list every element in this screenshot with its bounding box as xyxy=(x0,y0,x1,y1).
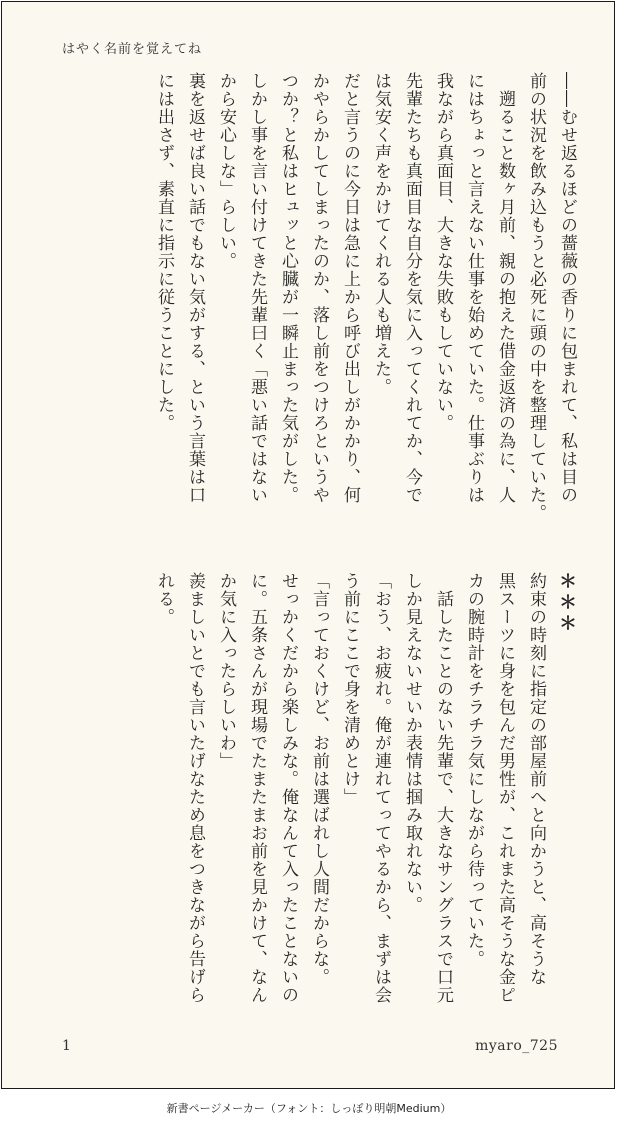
text-line: 先輩たちも真面目な自分を気に入ってくれてか、今で xyxy=(402,72,422,504)
footer-credit: 新書ページメーカー（フォント：しっぽり明朝Medium） xyxy=(166,1102,452,1115)
text-line: れる。 xyxy=(154,572,174,626)
text-line: は気安く声をかけてくれる人も増えた。 xyxy=(371,72,391,396)
chapter-title: はやく名前を覚えてね xyxy=(62,42,203,57)
text-line: せっかくだから楽しみな。俺なんて入ったことないの xyxy=(278,572,298,1004)
text-line: しかし事を言い付けてきた先輩曰く「悪い話ではない xyxy=(247,72,267,504)
text-line: 黒スーツに身を包んだ男性が、これまた高そうな金ピ xyxy=(495,572,515,1004)
text-line: 前の状況を飲み込もうと必死に頭の中を整理していた。 xyxy=(526,72,546,522)
text-block-bottom xyxy=(42,572,582,1042)
text-line: か気に入ったらしいわ」 xyxy=(216,572,236,770)
text-line: だと言うのに今日は急に上から呼び出しがかかり、何 xyxy=(340,72,360,504)
section-break-stars: ＊＊＊ xyxy=(556,572,577,635)
text-line: 「言っておくけど、お前は選ばれし人間だからな。 xyxy=(309,572,329,986)
text-line: 遡ること数ヶ月前、親の抱えた借金返済の為に、人 xyxy=(495,72,515,504)
text-block-top xyxy=(42,72,582,542)
text-line: 我ながら真面目、大きな失敗もしていない。 xyxy=(433,72,453,432)
text-line: から安心しな」らしい。 xyxy=(216,72,236,270)
text-line: にはちょっと言えない仕事を始めていた。仕事ぶりは xyxy=(464,72,484,504)
text-line: かやらかしてしまったのか、落し前をつけろというや xyxy=(309,72,329,504)
text-line: 約束の時刻に指定の部屋前へと向かうと、高そうな xyxy=(526,572,546,986)
text-line: ――むせ返るほどの薔薇の香りに包まれて、私は目の xyxy=(557,72,577,504)
text-line: カの腕時計をチラチラ気にしながら待っていた。 xyxy=(464,572,484,968)
text-line: 「おう、お疲れ。俺が連れてってやるから、まずは会 xyxy=(371,572,391,1004)
text-line: 話したことのない先輩で、大きなサングラスで口元 xyxy=(433,572,453,1004)
author-name: myaro_725 xyxy=(475,1038,558,1054)
text-line: に。五条さんが現場でたまたまお前を見かけて、なん xyxy=(247,572,267,1004)
text-line: 裏を返せば良い話でもない気がする、という言葉は口 xyxy=(185,72,205,504)
text-line: しか見えないせいか表情は掴み取れない。 xyxy=(402,572,422,914)
text-line: には出さず、素直に指示に従うことにした。 xyxy=(154,72,174,432)
book-page xyxy=(1,1,615,1089)
page-number: 1 xyxy=(62,1038,71,1054)
text-line: つか？と私はヒュッと心臓が一瞬止まった気がした。 xyxy=(278,72,298,504)
vertical-text-body xyxy=(42,72,582,1032)
text-line: う前にここで身を清めとけ」 xyxy=(340,572,360,806)
text-line: 羨ましいとでも言いたげなため息をつきながら告げら xyxy=(185,572,205,1004)
